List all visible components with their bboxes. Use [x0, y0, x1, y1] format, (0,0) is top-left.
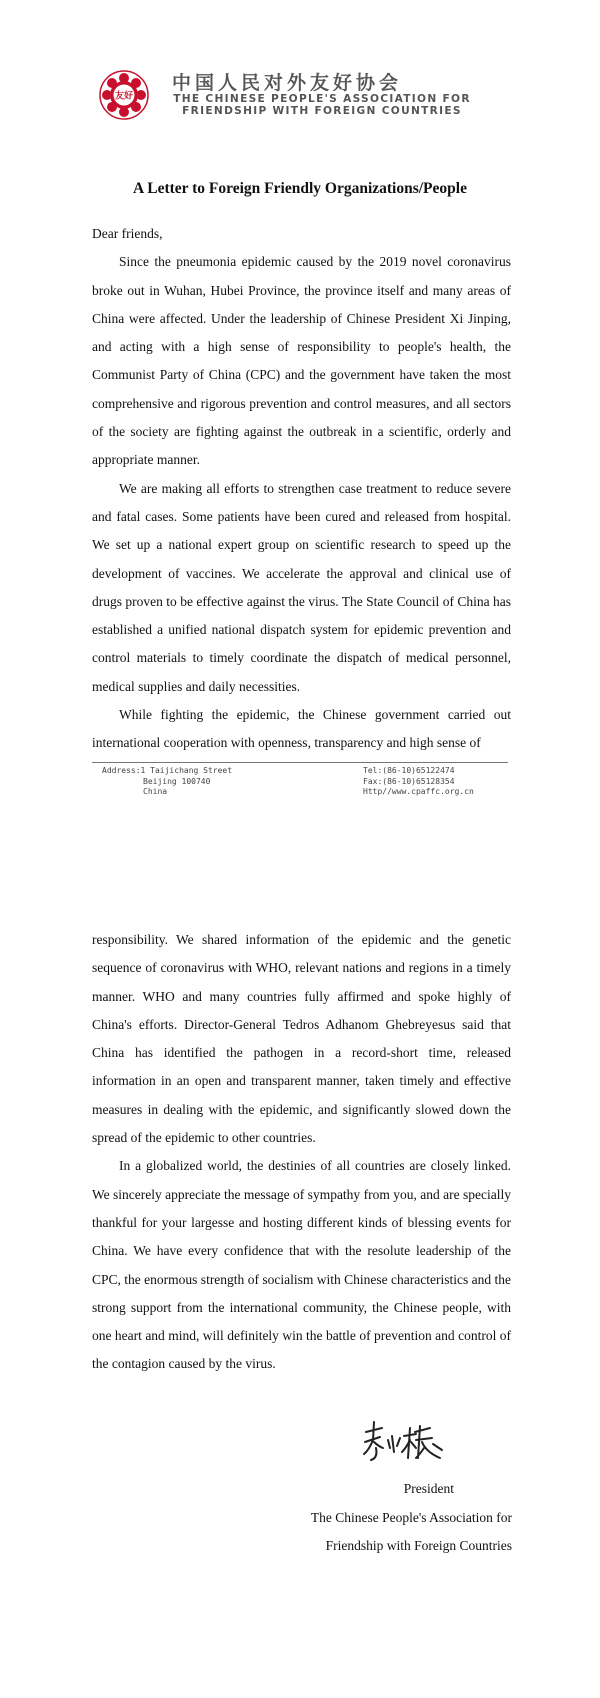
org-name-english-line-1: THE CHINESE PEOPLE'S ASSOCIATION FOR	[173, 93, 471, 105]
paragraph-3-start: While fighting the epidemic, the Chinese government carried out international cooperation with openness, transparency and high sense of	[92, 707, 511, 751]
org-name-chinese: 中国人民对外友好协会	[172, 72, 403, 94]
paragraph-3-continued: responsibility. We shared information of the epidemic and the genetic sequence of coronavirus with WHO, relevant nations and regions in a timely manner. WHO and many countries fully affirmed and spoke highly of China's efforts. Director-General Tedros Adhanom Ghebreyesus said that China has identified the pathogen in a record-short time, released information in an open and transparent manner, taken timely and effective measures in dealing with the epidemic, and significantly slowed down the spread of the epidemic to other countries.	[92, 932, 511, 1146]
paragraph-1: Since the pneumonia epidemic caused by the 2019 novel coronavirus broke out in Wuhan, Hubei Province, the province itself and many areas of China were affected. Under the leadership of Chinese President Xi Jinping, and acting with a high sense of responsibility to people's health, the Communist Party of China (CPC) and the government have taken the most comprehensive and rigorous prevention and control measures, and all sectors of the society are fighting against the outbreak in a scientific, orderly and appropriate manner.	[92, 254, 511, 468]
paragraph-2: We are making all efforts to strengthen case treatment to reduce severe and fatal cases. Some patients have been cured and released from hospital. We set up a national expert group on scientific research to speed up the development of vaccines. We accelerate the approval and clinical use of drugs proven to be effective against the virus. The State Council of China has established a unified national dispatch system for epidemic prevention and control materials to timely coordinate the dispatch of medical personnel, medical supplies and daily necessities.	[92, 480, 511, 694]
footer-web: Http//www.cpaffc.org.cn	[363, 787, 474, 796]
paragraph-4: In a globalized world, the destinies of all countries are closely linked. We sincerely appreciate the message of sympathy from you, and are specially thankful for your largesse and hosting different kinds of blessing events for China. We have every confidence that with the resolute leadership of the CPC, the enormous strength of socialism with Chinese characteristics and the strong support from the international community, the Chinese people, with one heart and mind, will definitely win the battle of prevention and control of the contagion caused by the virus.	[92, 1158, 511, 1372]
logo-text: 友好	[114, 91, 134, 102]
org-name-english	[172, 93, 472, 117]
signoff-block	[311, 1475, 512, 1561]
footer-tel: Tel:(86-10)65122474	[363, 766, 455, 775]
letter-body-page-2	[92, 926, 511, 1379]
signatory-title: President	[403, 1481, 454, 1496]
president-signature	[360, 1418, 450, 1462]
letter-body-page-1	[92, 220, 511, 758]
footer-address	[102, 766, 232, 798]
footer-address-line-3: China	[143, 787, 168, 796]
footer-address-line-2: Beijing 100740	[143, 776, 211, 786]
footer-fax: Fax:(86-10)65128354	[363, 776, 455, 786]
footer-address-line-1: Address:1 Taijichang Street	[102, 766, 233, 775]
footer-divider	[92, 762, 508, 763]
signatory-org-line-1: The Chinese People's Association for	[310, 1509, 512, 1525]
salutation: Dear friends,	[92, 226, 163, 241]
signatory-org-line-2: Friendship with Foreign Countries	[325, 1538, 512, 1553]
footer-contact	[363, 766, 474, 798]
letter-title: A Letter to Foreign Friendly Organizations/People	[133, 180, 467, 197]
cpaffc-logo	[99, 70, 149, 120]
org-name-english-line-2: FRIENDSHIP WITH FOREIGN COUNTRIES	[182, 105, 462, 117]
